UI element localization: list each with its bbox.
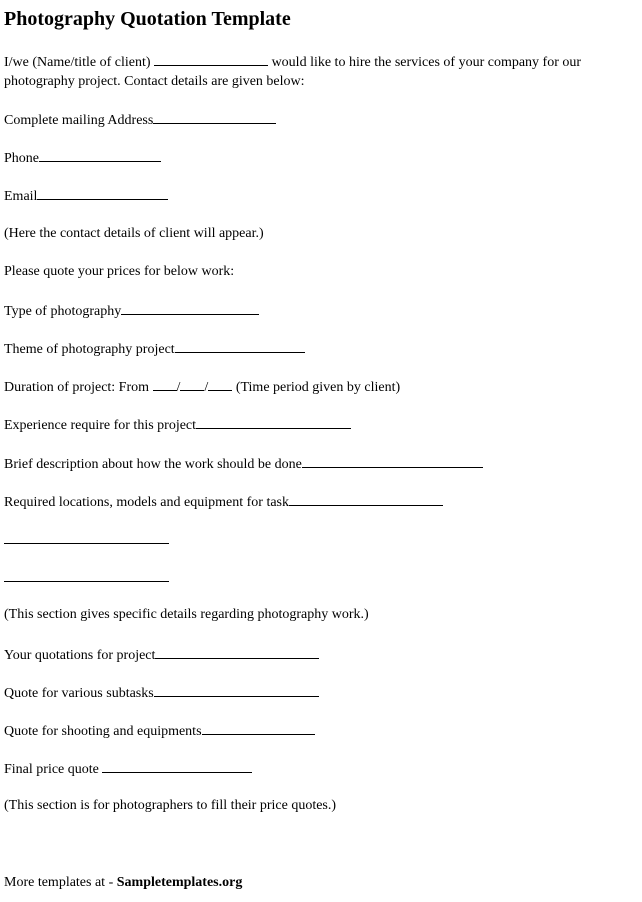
duration-separator: / — [204, 380, 209, 395]
phone-label: Phone — [4, 151, 39, 166]
footer-site-link[interactable]: Sampletemplates.org — [116, 875, 243, 890]
document-title: Photography Quotation Template — [4, 8, 291, 30]
requirements-extra-line-2 — [4, 567, 169, 588]
photography-type-field[interactable] — [121, 300, 259, 315]
final-price-label: Final price quote — [4, 762, 99, 777]
final-price-field[interactable] — [102, 758, 252, 773]
footer — [4, 873, 242, 892]
client-intro-paragraph — [4, 51, 636, 91]
mailing-address-row — [4, 109, 276, 130]
subtasks-row — [4, 682, 319, 703]
phone-row — [4, 147, 161, 168]
shooting-label: Quote for shooting and equipments — [4, 724, 202, 739]
quotations-row — [4, 644, 319, 665]
client-name-label: I/we (Name/title of client) — [4, 55, 151, 70]
experience-label: Experience require for this project — [4, 418, 197, 433]
duration-separator: / — [176, 380, 181, 395]
requirements-extra-line-1 — [4, 529, 169, 550]
duration-day-field[interactable] — [153, 376, 177, 391]
quotations-label: Your quotations for project — [4, 648, 156, 663]
requirements-extra-field-2[interactable] — [4, 567, 169, 582]
details-note: (This section gives specific details regarding photography work.) — [4, 607, 369, 622]
quotations-field[interactable] — [155, 644, 319, 659]
theme-row — [4, 338, 305, 359]
footer-prefix: More templates at - — [4, 875, 117, 890]
contact-note: (Here the contact details of client will appear.) — [4, 226, 264, 241]
description-field[interactable] — [302, 453, 483, 468]
subtasks-label: Quote for various subtasks — [4, 686, 154, 701]
requirements-row — [4, 491, 443, 512]
requirements-label: Required locations, models and equipment for task — [4, 495, 289, 510]
client-name-field[interactable] — [154, 51, 268, 66]
quote-prompt: Please quote your prices for below work: — [4, 264, 235, 279]
subtasks-field[interactable] — [154, 682, 319, 697]
photography-type-row — [4, 300, 259, 321]
mailing-address-label: Complete mailing Address — [4, 113, 154, 128]
email-label: Email — [4, 189, 38, 204]
client-intro-text: would like to hire the services of your company for our photography project. Contact details are given below: — [4, 55, 582, 89]
shooting-field[interactable] — [202, 720, 315, 735]
experience-row — [4, 414, 351, 435]
photographer-note: (This section is for photographers to fill their price quotes.) — [4, 798, 337, 813]
description-label: Brief description about how the work should be done — [4, 457, 302, 472]
email-field[interactable] — [37, 185, 168, 200]
duration-label: Duration of project: From — [4, 380, 150, 395]
photography-type-label: Type of photography — [4, 304, 122, 319]
requirements-extra-field-1[interactable] — [4, 529, 169, 544]
mailing-address-field[interactable] — [153, 109, 276, 124]
duration-note: (Time period given by client) — [235, 380, 401, 395]
phone-field[interactable] — [39, 147, 161, 162]
duration-row — [4, 376, 400, 397]
theme-label: Theme of photography project — [4, 342, 175, 357]
duration-month-field[interactable] — [180, 376, 204, 391]
experience-field[interactable] — [196, 414, 351, 429]
description-row — [4, 453, 483, 474]
theme-field[interactable] — [175, 338, 305, 353]
shooting-row — [4, 720, 315, 741]
requirements-field[interactable] — [289, 491, 443, 506]
email-row — [4, 185, 168, 206]
final-price-row — [4, 758, 252, 779]
duration-year-field[interactable] — [208, 376, 232, 391]
